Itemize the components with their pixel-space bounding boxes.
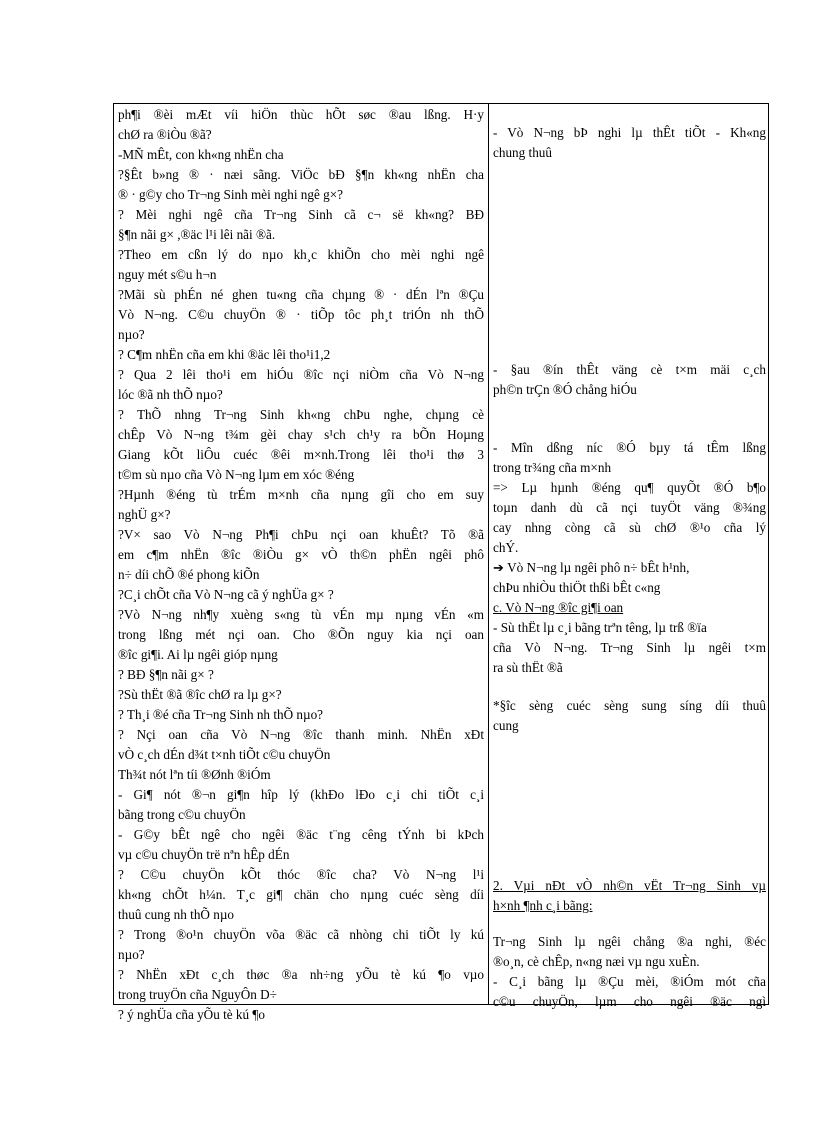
answer-text: Vò N¬ng lµ ngêi phô n÷ bÊt h¹nh, [507,560,690,575]
question-line: ? C¶m nhËn cña em khi ®äc lêi tho¹i1,2 [118,347,331,362]
answer-line: trong tr¾ng cña m×nh [493,460,612,475]
section-heading-text: c. Vò N¬ng ®îc gi¶i oan [493,600,624,615]
answer-line: cña Vò N¬ng. Tr¬ng Sinh lµ ngêi t×m [493,640,766,655]
question-line: bãng trong c©u chuyÖn [118,807,246,822]
lesson-table [113,103,769,1022]
question-line: ? ThÕ nhng Tr¬ng Sinh kh«ng chÞu nghe, chµng cè [118,407,484,422]
answer-line: ra sù thËt ®ã [493,660,563,675]
question-line: ®îc gi¶i. Ai lµ ngêi gióp nµng [118,647,278,662]
question-line: ?V× sao Vò N¬ng Ph¶i chÞu nçi oan khuÊt? Tõ ®ã [118,527,484,542]
question-line: ? NhËn xÐt c¸ch thøc ®a nh÷ng yÕu tè kú ¶o vµo [118,967,484,982]
answer-line: *§îc sèng cuéc sèng sung síng díi thuû [493,698,766,713]
answer-line: ph©n trÇn ®Ó chång hiÓu [493,382,637,397]
question-line: trong truyÖn cña NguyÔn D÷ [118,987,277,1002]
section-heading [493,897,766,914]
question-line: ? BÐ §¶n nãi g× ? [118,667,214,682]
question-line: em c¶m nhËn ®îc ®iÒu g× vÒ th©n phËn ngêi phô [118,547,484,562]
question-line: kh«ng chÕt h¼n. T¸c gi¶ chän cho nµng cuéc sèng díi [118,887,484,902]
question-line: §¶n nãi g× ,®äc l¹i lêi nãi ®ã. [118,227,276,242]
question-line: ? Qua 2 lêi tho¹i em hiÓu ®îc nçi niÒm cña Vò N¬ng [118,367,484,382]
question-line: trong lßng mét nçi oan. Cho ®Õn nguy kia nçi oan [118,627,484,642]
question-line: vÒ c¸ch dÉn d¾t t×nh tiÕt c©u chuyÖn [118,747,331,762]
answer-line: cay nhng còng cã sù chØ ®¹o cña lý [493,520,766,535]
question-line: ?Mãi sù phÉn né ghen tu«ng cña chµng ® · dÉn lªn ®Çu [118,287,484,302]
question-line: t©m sù nµo cña Vò N¬ng lµm em xóc ®éng [118,467,355,482]
answer-line: chung thuû [493,145,552,160]
answer-line: - Mîn dßng níc ®Ó bµy tá tÊm lßng [493,440,766,455]
section-heading-text: h×nh ¶nh c¸i bãng: [493,898,593,913]
question-line: ph¶i ®èi mÆt víi hiÖn thùc hÕt søc ®au lßng. H·y [118,107,484,122]
question-line: ® · g©y cho Tr¬ng Sinh mèi nghi ngê g×? [118,187,344,202]
question-line: lóc ®ã nh thÕ nµo? [118,387,223,402]
question-line: - Gi¶ nót ®¬n gi¶n hîp lý (khÐo lÐo c¸i chi tiÕt c¸i [118,787,484,802]
answer-line: - Vò N¬ng bÞ nghi lµ thÊt tiÕt - Kh«ng [493,125,766,140]
question-line: Th¾t nót lªn tíi ®Ønh ®iÓm [118,767,271,782]
question-line: ?Hµnh ®éng tù trÉm m×nh cña nµng gîi cho em suy [118,487,484,502]
answer-line: ®o¸n, cè chÊp, n«ng næi vµ ngu xuÈn. [493,954,700,969]
section-heading: 2. Vµi nÐt vÒ nh©n vËt Tr¬ng Sinh vµ [493,878,766,893]
question-line: ?C¸i chÕt cña Vò N¬ng cã ý nghÜa g× ? [118,587,334,602]
answer-line: cung [493,718,519,733]
answer-line-conclusion [493,559,766,576]
answer-line: toµn danh dù cã nçi tuyÖt väng ®¾ng [493,500,766,515]
question-line: Vò N¬ng. C©u chuyÖn ® · tiÕp tôc ph¸t triÓn nh thÕ [118,307,484,322]
answer-line: => Lµ hµnh ®éng qu¶ quyÕt ®Ó b¶o [493,480,766,495]
question-line: nghÜ g×? [118,507,171,522]
question-line: ? Mèi nghi ngê cña Tr¬ng Sinh cã c¬ së kh«ng? BÐ [118,207,484,222]
question-line: ?Vò N¬ng nh¶y xuèng s«ng tù vÉn mµ nµng vÉn «m [118,607,484,622]
question-line: ? C©u chuyÖn kÕt thóc ®îc cha? Vò N¬ng l¹i [118,867,484,882]
question-line: vµ c©u chuyÖn trë nªn hÊp dÉn [118,847,290,862]
question-line: thuû cung nh thÕ nµo [118,907,235,922]
answer-line: chÞu nhiÒu thiÖt thßi bÊt c«ng [493,580,661,595]
column-divider [488,104,489,1004]
question-line: ? Trong ®o¹n chuyÖn võa ®äc cã nhòng chi tiÕt ly kú [118,927,484,942]
question-line: nµo? [118,327,145,342]
question-line: chÊp Vò N¬ng t¾m gèi chay s¹ch ch¹y ra bÕn Hoµng [118,427,484,442]
question-line: ? Nçi oan cña Vò N¬ng ®îc thanh minh. NhËn xÐt [118,727,484,742]
answer-line: chÝ. [493,540,519,555]
question-line: ? Th¸i ®é cña Tr¬ng Sinh nh thÕ nµo? [118,707,324,722]
arrow-icon: ➔ [493,560,505,575]
question-line: n÷ díi chÕ ®é phong kiÕn [118,567,260,582]
question-line: nguy mét s©u h¬n [118,267,217,282]
question-line: -MÑ mÊt, con kh«ng nhËn cha [118,147,284,162]
question-line: ?Theo em cßn lý do nµo kh¸c khiÕn cho mèi nghi ngê [118,247,484,262]
question-line: Giang kÕt liÔu cuéc ®êi m×nh.Trong lêi tho¹i thø 3 [118,447,484,462]
question-line: nµo? [118,947,145,962]
section-heading [493,599,766,616]
answer-line: - §au ®ín thÊt väng cè t×m mäi c¸ch [493,362,766,377]
question-line: ?Sù thËt ®ã ®îc chØ ra lµ g×? [118,687,282,702]
question-line: ? ý nghÜa cña yÕu tè kú ¶o [118,1007,265,1022]
question-line: - G©y bÊt ngê cho ngêi ®äc t¨ng cêng tÝnh bi kÞch [118,827,484,842]
question-line: ?§Êt b»ng ® · næi sãng. ViÖc bÐ §¶n kh«ng nhËn cha [118,167,484,182]
answer-line: Tr¬ng Sinh lµ ngêi chång ®a nghi, ®éc [493,934,766,949]
answer-line: c©u chuyÖn, lµm cho ngêi ®äc ngì [493,994,766,1009]
answer-line: - Sù thËt lµ c¸i bãng trªn têng, lµ trß ®ïa [493,620,707,635]
question-line: chØ ra ®iÒu ®ã? [118,127,212,142]
answer-line: - C¸i bãng lµ ®Çu mèi, ®iÓm mót cña [493,974,766,989]
